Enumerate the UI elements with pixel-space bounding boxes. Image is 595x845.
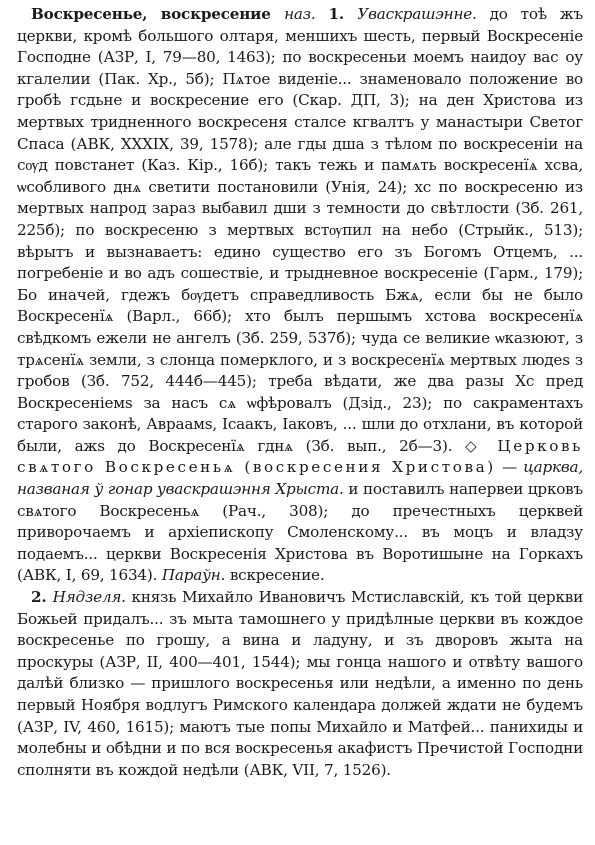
text-segment-italic: царква, названая ў гонар уваскрашэння Хрыста.: [17, 458, 583, 499]
text-segment-bold: 2.: [31, 588, 53, 607]
text-segment-normal: вскресение.: [229, 566, 325, 585]
entry-paragraph-1: [17, 4, 583, 587]
text-segment-italic: наз.: [284, 5, 329, 23]
entry-paragraph-2: [17, 587, 583, 781]
text-segment-normal: —: [495, 458, 524, 477]
text-segment-normal: и поставилъ напервеи црковъ свѧтого Воскресеньѧ (Рач., 308); до пречестныхъ церквей приворочаемъ и архіепископу Смоленскому... въ моцъ и владзу подаемъ... церкви Воскресенія Христова въ Воротишыне на Горкахъ (АВК, І, 69, 1634).: [17, 480, 583, 585]
text-segment-italic: Нядзеля.: [52, 588, 132, 607]
text-segment-spaced: Церковь свѧтого Воскресеньѧ (воскресения Христова): [17, 436, 583, 477]
dictionary-entry: [17, 4, 583, 781]
text-segment-normal: до тоѣ жъ церкви, кромѣ большого олтаря, меншихъ шесть, первый Воскресеніе Господне (АЗР, І, 79—80, 1463); по воскресеньи моемъ наидоу вас оу кгалелии (Пак. Хр., 5б); Пѧтое виденіе... знаменовало положение во гробѣ гсдьне и воскресение его (Скар. ДП, 3); на ден Христова из мертвых тридненного воскресеня сталсе кгвалтъ у манастыри Светог Спаса (АВК, XXXIX, 39, 1578); але гды дша з тѣлом по воскресеніи на сѹд повстанет (Каз. Кір., 16б); такъ тежь и памѧть воскресенїѧ хсва, ѡсобливого днѧ светити постановили (Унія, 24); хс по воскресеню из мертвых напрод зараз выбавил дши з темности до свѣтлости (Зб. 261, 225б); по воскресеню з мертвых встѹпил на небо (Стрыйк., 513); вѣрытъ и вызнаваетъ: едино существо его зъ Богомъ Отцемъ, ... погребеніе и во адъ сошествіе, и трыдневное воскресеніе (Гарм., 179); Бо иначей, гдежъ бѹдетъ справедливость Бжѧ, если бы не было Воскресенїѧ (Варл., 66б); хто былъ першымъ хстова воскресенїѧ свѣдкомъ ежели не ангелъ (Зб. 259, 537б); чуда се великие ѡказюют, з трѧсенїѧ земли, з слонца померклого, и з воскресенїѧ мертвых людеѕ з гробов (Зб. 752, 444б—445); треба вѣдати, же два разы Хс пред Воскресеніемѕ за насъ сѧ ѡфѣровалъ (Дзід., 23); по сакраментахъ старого законѣ, Авраамѕ, Ісаакъ, Іаковъ, ... шли до отхлани, въ которой были, ажѕ до Воскресенїѧ гднѧ (Зб. вып., 2б—3). ◇: [17, 5, 583, 455]
text-segment-normal: князь Михайло Ивановичъ Мстиславскій, къ той церкви Божьей придалъ... зъ мыта тамошнего у придѣлные церкви въ кождое воскресенье по грошу, а вина и ладуну, и зъ дворовъ жыта на проскуры (АЗР, ІІ, 400—401, 1544); мы гонца нашого и отвѣту вашого далѣй близко — пришлого воскресенья или недѣли, а именно по день первый Ноября водлугъ Римского календара должей ждати не будемъ (АЗР, IV, 460, 1615); маютъ тые попы Михайло и Матфей... панихиды и молебны и обѣдни и по вся воскресенья акафистъ Пречистой Господни сполняти въ кождой недѣли (АВК, VII, 7, 1526).: [17, 588, 584, 779]
text-segment-bold: Воскресенье, воскресение: [31, 5, 285, 23]
text-segment-italic: Параўн.: [161, 566, 230, 585]
text-segment-bold: 1.: [328, 5, 358, 23]
text-segment-italic: Уваскрашэнне.: [357, 5, 490, 23]
